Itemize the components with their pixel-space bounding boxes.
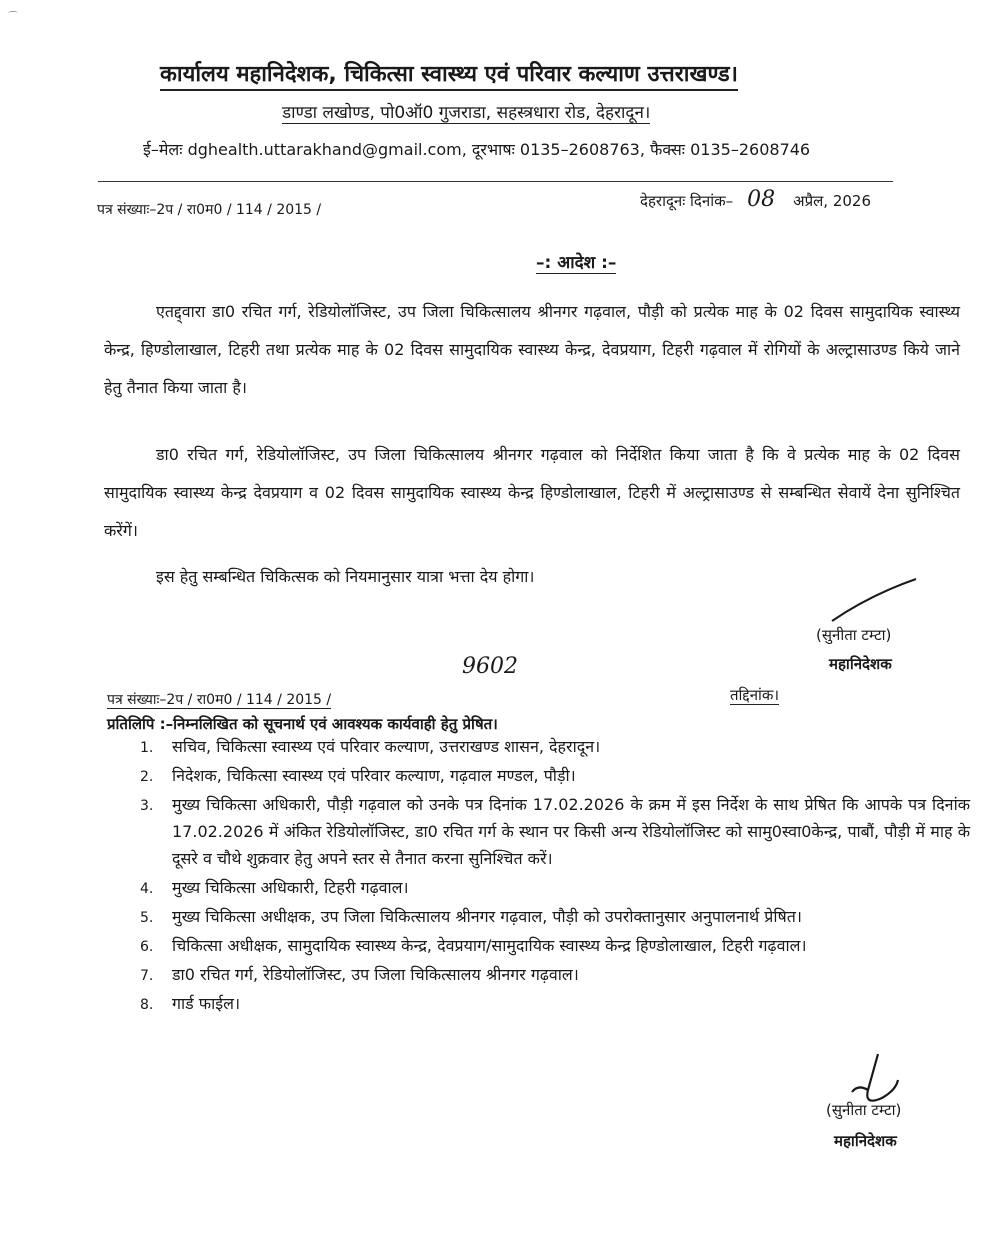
list-item: 5. मुख्य चिकित्सा अधीक्षक, उप जिला चिकित्सालय श्रीनगर गढ़वाल, पौड़ी को उपरोक्तानुसार अनुपालनार्थ प्रेषित।: [140, 907, 802, 926]
list-item: 6. चिकित्सा अधीक्षक, सामुदायिक स्वास्थ्य केन्द्र, देवप्रयाग/सामुदायिक स्वास्थ्य केन्द्र हिण्डोलाखाल, टिहरी गढ़वाल।: [140, 936, 807, 955]
copy-recipient-list: [140, 733, 970, 1019]
copy-heading: प्रतिलिपि :–निम्नलिखित को सूचनार्थ एवं आवश्यक कार्यवाही हेतु प्रेषित।: [107, 715, 498, 733]
list-item: 3. मुख्य चिकित्सा अधिकारी, पौड़ी गढ़वाल को उनके पत्र दिनांक 17.02.2026 के क्रम में इस निर्देश के साथ प्रेषित कि आपके पत्र दिनांक 17.02.2026 में अंकित रेडियोलॉजिस्ट, डा0 रचित गर्ग के स्थान पर किसी अन्य रेडियोलॉजिस्ट को सामु0स्वा0केन्द्र, पाबौं, पौड़ी में माह के दूसरे व चौथे शुक्रवार हेतु अपने स्तर से तैनात करना सुनिश्चित करें।: [140, 795, 970, 868]
copy-same-date: तद्दिनांक।: [730, 686, 780, 704]
handwritten-date-day: 08: [747, 187, 776, 212]
reference-number: पत्र संख्याः–2प / रा0म0 / 114 / 2015 /: [97, 202, 322, 218]
office-address: डाण्डा लखोण्ड, पो0ऑ0 गुजराडा, सहस्त्रधारा रोड, देहरादून।: [282, 103, 651, 123]
signatory-designation-1: महानिदेशक: [829, 655, 892, 673]
scan-corner-mark: ⌒: [8, 12, 18, 23]
copy-reference-number: पत्र संख्याः–2प / रा0म0 / 114 / 2015 /: [107, 692, 332, 708]
list-item: 7. डा0 रचित गर्ग, रेडियोलॉजिस्ट, उप जिला चिकित्सालय श्रीनगर गढ़वाल।: [140, 965, 579, 984]
office-contact: ई–मेलः dghealth.uttarakhand@gmail.com, दूरभाषः 0135–2608763, फैक्सः 0135–2608746: [143, 140, 811, 159]
signatory-designation-2: महानिदेशक: [834, 1132, 897, 1150]
order-paragraph-3: इस हेतु सम्बन्धित चिकित्सक को नियमानुसार यात्रा भत्ता देय होगा।: [156, 567, 535, 586]
list-item: 1. सचिव, चिकित्सा स्वास्थ्य एवं परिवार कल्याण, उत्तराखण्ड शासन, देहरादून।: [140, 737, 601, 756]
header-divider: [98, 181, 893, 182]
letter-date: [640, 187, 871, 212]
order-paragraph-1: एतद्द्वारा डा0 रचित गर्ग, रेडियोलॉजिस्ट, उप जिला चिकित्सालय श्रीनगर गढ़वाल, पौड़ी को प्रत्येक माह के 02 दिवस सामुदायिक स्वास्थ्य केन्द्र, हिण्डोलाखाल, टिहरी तथा प्रत्येक माह के 02 दिवस सामुदायिक स्वास्थ्य केन्द्र, देवप्रयाग, टिहरी गढ़वाल में रोगियों के अल्ट्रासाउण्ड किये जाने हेतु तैनात किया जाता है।: [104, 302, 960, 397]
signatory-name-2: (सुनीता टम्टा): [826, 1101, 902, 1119]
list-item: 4. मुख्य चिकित्सा अधिकारी, टिहरी गढ़वाल।: [140, 878, 409, 897]
office-title: कार्यालय महानिदेशक, चिकित्सा स्वास्थ्य एवं परिवार कल्याण उत्तराखण्ड।: [160, 58, 738, 88]
signature-stroke-1: [830, 575, 920, 625]
order-paragraph-2: डा0 रचित गर्ग, रेडियोलॉजिस्ट, उप जिला चिकित्सालय श्रीनगर गढ़वाल को निर्देशित किया जाता है कि वे प्रत्येक माह के 02 दिवस सामुदायिक स्वास्थ्य केन्द्र देवप्रयाग व 02 दिवस सामुदायिक स्वास्थ्य केन्द्र हिण्डोलाखाल, टिहरी में अल्ट्रासाउण्ड से सम्बन्धित सेवायें देना सुनिश्चित करेंगें।: [104, 445, 961, 540]
order-title: –: आदेश :–: [536, 253, 617, 273]
date-label: देहरादूनः दिनांक–: [640, 192, 734, 210]
signatory-name-1: (सुनीता टम्टा): [816, 626, 892, 644]
date-month-year: अप्रैल, 2026: [793, 192, 872, 210]
list-item: 8. गार्ड फाईल।: [140, 994, 241, 1013]
list-item: 2. निदेशक, चिकित्सा स्वास्थ्य एवं परिवार कल्याण, गढ़वाल मण्डल, पौड़ी।: [140, 766, 576, 785]
handwritten-dispatch-number: 9602: [462, 654, 518, 679]
